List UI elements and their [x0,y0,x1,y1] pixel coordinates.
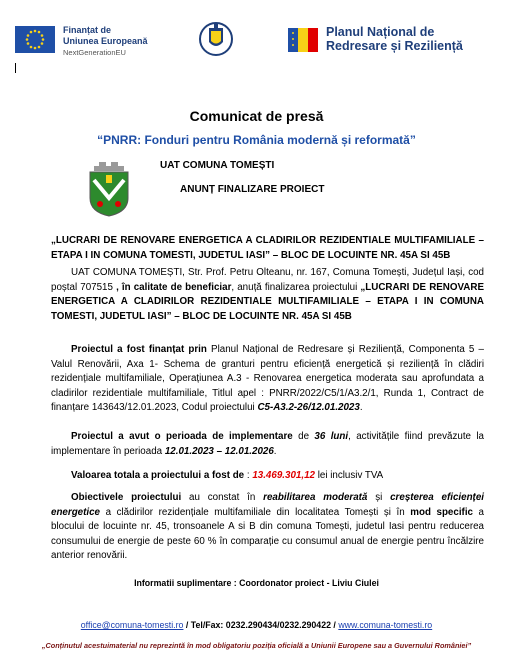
p5-h: a blocului de locuinte nr. 45, tronsoanele A si B din comuna Tomești, judetul Iasi pentru reducerea consumului de energie de peste 60 % în comparație cu consumul anual de energie pentru încălzire anterior renovării. [51,506,485,561]
phone-fax: / Tel/Fax: 0232.290434/0232.290422 / [183,620,339,630]
pnrr-logo-icon [288,25,320,55]
romanian-government-crest-icon [199,18,233,60]
eu-flag-icon [15,26,55,53]
total-value-paragraph [51,469,484,484]
uat-title: UAT COMUNA TOMEȘTI [160,160,275,171]
p3-b: de [292,431,315,442]
total-value: 13.469.301,12 [252,470,315,481]
email-link[interactable]: office@comuna-tomesti.ro [80,620,184,630]
p1-c: , anuță finalizarea proiectului [231,281,361,293]
p5-d: și [367,492,391,503]
eu-line1: Finanțat de [63,25,112,35]
page-title: Comunicat de presă [189,108,324,124]
beneficiary-paragraph [51,266,484,324]
page-subtitle: “PNRR: Fonduri pentru România modernă și reformată” [97,133,416,147]
p2-b: Planul Național de Redresare și Reziliență, Componenta 5 – Valul Renovării, Axa 1- Schema de granturi pentru eficiență energetică și reziliență în clădiri rezidențiale multifamiliale, Operațiunea A.3 - Renovarea energetica moderata sau aprofundata a cladirilor rezidentiale multifamiliale, Titlul apel : PNRR/2022/C5/1/A3.2/1, Runda 1, Contract de finanțare 143643/12.01.2023, Codul proiectului [51,344,485,413]
p2-c: C5-A3.2-26/12.01.2023 [257,402,360,413]
eu-line3: NextGenerationEU [63,48,126,57]
p5-b: au constat în [181,492,264,503]
p1-b: , în calitate de beneficiar [116,281,232,293]
p5-c: reabilitarea moderată [263,492,368,503]
p5-e: creșterea eficienței energetice [51,492,484,518]
eu-funding-label [63,25,148,58]
p3-c: 36 luni [314,431,349,442]
p5-g: mod specific [410,506,473,518]
additional-info: Informatii suplimentare : Coordonator proiect - Liviu Ciulei [134,578,379,588]
project-heading: „LUCRARI DE RENOVARE ENERGETICA A CLADIRILOR REZIDENTIALE MULTIFAMILIALE – ETAPA I IN COMUNA TOMESTI, JUDETUL IASI” – BLOC DE LOCUINTE NR. 45A SI 45B [51,235,484,261]
p3-a: Proiectul a avut o perioada de implementare [71,431,293,442]
contact-line [0,620,513,630]
p4-d: lei inclusiv TVA [314,470,384,481]
p3-e: 12.01.2023 – 12.01.2026 [164,445,274,457]
p1-a: UAT COMUNA TOMEȘTI, Str. Prof. Petru Olteanu, nr. 167, Comuna Tomești, Județul Iași, cod poștal 707515 [51,267,484,293]
implementation-paragraph [51,430,484,459]
p5-f: a clădirilor rezidențiale multifamiliale din localitatea Tomești și în [100,506,411,518]
p3-f: . [273,445,277,457]
announcement-title: ANUNȚ FINALIZARE PROIECT [180,184,325,195]
website-link[interactable]: www.comuna-tomesti.ro [338,620,433,630]
eu-line2: Uniunea Europeană [63,36,148,46]
financing-paragraph [51,343,484,416]
p4-a: Valoarea totala a proiectului a fost de [71,470,245,481]
pnrr-label [326,25,463,53]
eu-disclaimer: „Conținutul acestuimaterial nu reprezintă în mod obligatoriu poziția oficială a Uniunii Europene sau a Guvernului României” [41,641,472,650]
p5-a: Obiectivele proiectului [71,492,182,503]
pnrr-line2: Redresare și Reziliență [326,39,463,53]
objectives-paragraph [51,491,484,564]
p2-a: Proiectul a fost finanțat prin [71,344,207,355]
p2-d: . [359,402,363,413]
p4-b: : [244,470,253,481]
p1-d: „LUCRARI DE RENOVARE ENERGETICA A CLADIRILOR REZIDENTIALE MULTIFAMILIALE – ETAPA I IN COMUNA TOMESTI, JUDETUL IASI” – BLOC DE LOCUINTE NR. 45A SI 45B [51,281,484,322]
pnrr-line1: Planul Național de [326,25,435,39]
commune-coat-of-arms-icon [88,162,130,217]
p3-d: , activitățile fiind prevăzute la implementare în perioada [51,431,485,457]
text-cursor [15,63,16,73]
